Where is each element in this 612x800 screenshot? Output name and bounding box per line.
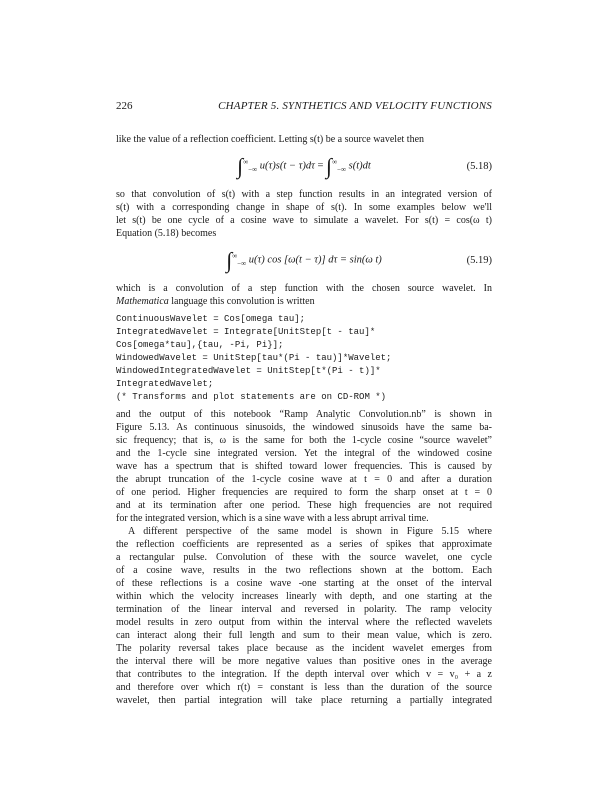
- paragraph-5: [116, 525, 492, 707]
- code-line: WindowedWavelet = UnitStep[tau*(Pi - tau)]*Wavelet;: [116, 353, 392, 363]
- text-line: for the integrated version, which is a sine wave with a less abrupt arrival time.: [116, 513, 429, 524]
- text-line: so that convolution of s(t) with a step function results in an integrated version of: [116, 189, 492, 200]
- paragraph-2: [116, 188, 492, 240]
- code-line: IntegratedWavelet = Integrate[UnitStep[t - tau]*: [116, 327, 376, 337]
- code-line: ContinuousWavelet = Cos[omega tau];: [116, 314, 306, 324]
- text-line: A different perspective of the same model is shown in Figure 5.15 where: [128, 526, 492, 537]
- text-line: wave has a spectrum that is shifted toward lower frequencies. This is caused by: [116, 461, 492, 472]
- text-line: The polarity reversal takes place because as the incident wavelet emerges from: [116, 643, 492, 654]
- left-integrand: u(τ)s(t − τ)dτ: [259, 160, 315, 172]
- code-line: WindowedIntegratedWavelet = UnitStep[t*(Pi - t)]*: [116, 366, 381, 376]
- code-line: IntegratedWavelet;: [116, 379, 214, 389]
- integral-upper-limit: ∞: [243, 158, 249, 166]
- text-line: the reflection coefficients are represented as a series of spikes that approximate: [116, 539, 492, 550]
- text-line: the interval there will be more negative values than positive ones in the average: [116, 656, 492, 667]
- integral-upper-limit: ∞: [232, 252, 238, 260]
- integral-lower-limit: −∞: [237, 259, 247, 268]
- integral-sign: ∫: [237, 153, 244, 179]
- text-line: and the output of this notebook “Ramp Analytic Convolution.nb” is shown in: [116, 409, 492, 420]
- text-line: Figure 5.13. As continuous sinusoids, the windowed sinusoids have the same ba-: [116, 422, 492, 433]
- paragraph-3: [116, 282, 492, 308]
- integral-sign: ∫: [326, 153, 333, 179]
- text-line: let s(t) be one cycle of a cosine wave to simulate a wavelet. For s(t) = cos(ω t): [116, 215, 492, 226]
- text-line: can interact along their full length and sum to their mean value, which is zero.: [116, 630, 492, 641]
- paragraph-4: [116, 408, 492, 525]
- text-fragment: language this convolution is written: [168, 296, 315, 307]
- page-number: 226: [116, 100, 133, 112]
- text-line: s(t) with a corresponding change in shape of s(t). In some examples below we'll: [116, 202, 492, 213]
- paragraph-1: [116, 133, 492, 146]
- text-line: model results in zero output from within the interval where the reflected wavelets: [116, 617, 492, 628]
- integral-lower-limit: −∞: [248, 165, 258, 174]
- equation-number: (5.18): [466, 161, 492, 172]
- equation-5-18: [116, 146, 492, 188]
- code-block: [116, 313, 492, 404]
- body-text: [116, 133, 492, 707]
- integral-lower-limit: −∞: [337, 165, 347, 174]
- equals-sign: =: [317, 160, 324, 172]
- text-line: which is a convolution of a step function with the chosen source wavelet. In: [116, 283, 492, 294]
- text-line: wavelet, then partial integration will take place returning a partially integrated: [116, 695, 492, 706]
- text-line: the abrupt truncation of the 1-cycle cosine wave at t = 0 and after a duration: [116, 474, 492, 485]
- code-line: (* Transforms and plot statements are on CD-ROM *): [116, 392, 387, 402]
- text-line: and the 1-cycle sine integrated version. Yet the integral of the windowed cosine: [116, 448, 492, 459]
- text-line: of one period. Higher frequencies are required to form the sharp onset at t = 0: [116, 487, 492, 498]
- equation-5-19: [116, 240, 492, 282]
- page-header: [116, 100, 492, 114]
- text-line: of these reflections is a cosine wave -one starting at the onset of the interval: [116, 578, 492, 589]
- text-line: like the value of a reflection coefficient. Letting s(t) be a source wavelet then: [116, 134, 425, 145]
- mathematica-term: Mathematica: [116, 296, 169, 307]
- equation-number: (5.19): [466, 255, 492, 266]
- integral-sign: ∫: [226, 247, 233, 273]
- text-line: that contributes to the integration. If the depth interval over which v = v₀ + a z: [116, 669, 492, 680]
- integrand: u(τ) cos [ω(t − τ)] dτ = sin(ω t): [248, 254, 382, 266]
- integral-upper-limit: ∞: [332, 158, 338, 166]
- equation-5-19-body: [116, 247, 492, 273]
- text-line: termination of the linear interval and reversed in polarity. The ramp velocity: [116, 604, 492, 615]
- equation-5-18-body: [116, 153, 492, 179]
- code-line: Cos[omega*tau],{tau, -Pi, Pi}];: [116, 340, 284, 350]
- text-line: of a cosine wave, results in the two reflections shown at the bottom. Each: [116, 565, 492, 576]
- text-line: and therefore over which r(t) = constant is less than the duration of the source: [116, 682, 492, 693]
- text-line: [116, 295, 492, 308]
- text-line: Equation (5.18) becomes: [116, 228, 217, 239]
- right-integrand: s(t)dt: [348, 160, 371, 172]
- text-line: sic frequency; that is, ω is the same for both the 1-cycle cosine “source wavelet”: [116, 435, 492, 446]
- text-line: a rectangular pulse. Convolution of these with the source wavelet, one cycle: [116, 552, 492, 563]
- text-line: within which the velocity increases linearly with depth, and one starting at the: [116, 591, 492, 602]
- text-line: and at its termination after one period. These high frequencies are not required: [116, 500, 492, 511]
- running-head: CHAPTER 5. SYNTHETICS AND VELOCITY FUNCTIONS: [218, 100, 492, 112]
